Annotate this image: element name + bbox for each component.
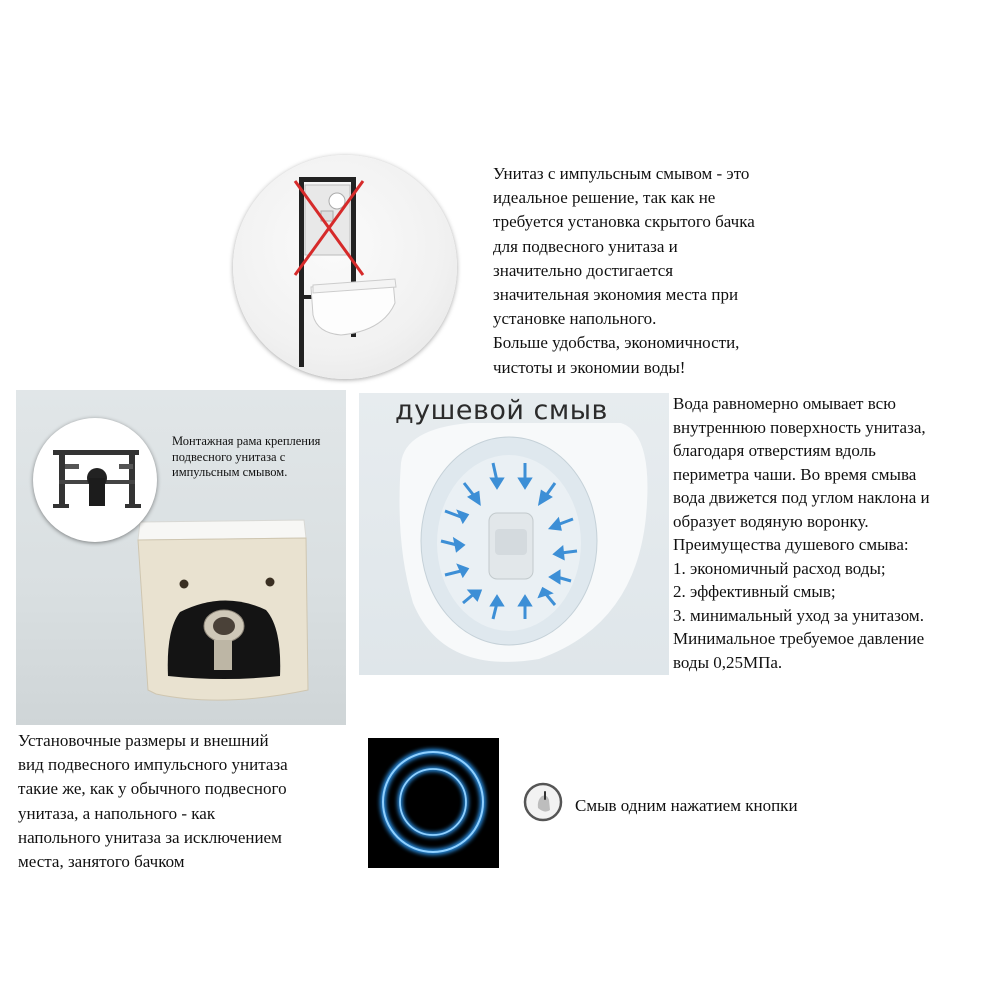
mounting-frame-image	[33, 418, 157, 542]
concealed-cistern-crossed-image	[233, 155, 457, 379]
glowing-flush-button-image	[368, 738, 499, 868]
installation-dimensions-text: Установочные размеры и внешний вид подвесного импульсного унитаза такие же, как у обычного подвесного унитаза, а напольного - как напольного унитаза за исключением места, занятого бачком	[18, 731, 288, 872]
shower-flush-title: душевой смыв	[395, 395, 608, 426]
shower-flush-panel	[359, 393, 669, 675]
one-touch-flush-caption: Смыв одним нажатием кнопки	[575, 796, 798, 815]
shower-flush-description: Вода равномерно омывает всю внутреннюю поверхность унитаза, благодаря отверстиям вдоль периметра чаши. Во время смыва вода движется под углом наклона и образует водяную воронку. Преимущества душевого смыва: 1. экономичный расход воды; 2. эффективный смыв; 3. минимальный уход за унитазом. Минимальное требуемое давление воды 0,25МПа.	[673, 394, 930, 672]
bowl-top-view-illustration	[359, 393, 669, 675]
mounting-frame-illustration	[33, 418, 157, 542]
intro-text: Унитаз с импульсным смывом - это идеальное решение, так как не требуется установка скрытого бачка для подвесного унитаза и значительно достигается значительная экономия места при установке напольного. Больше удобства, экономичности, чистоты и экономии воды!	[493, 164, 755, 377]
one-touch-button-icon	[523, 782, 563, 822]
cistern-frame-illustration	[233, 155, 457, 379]
glow-rings-illustration	[368, 738, 499, 868]
frame-caption: Монтажная рама крепления подвесного унитаза с импульсным смывом.	[172, 434, 321, 479]
